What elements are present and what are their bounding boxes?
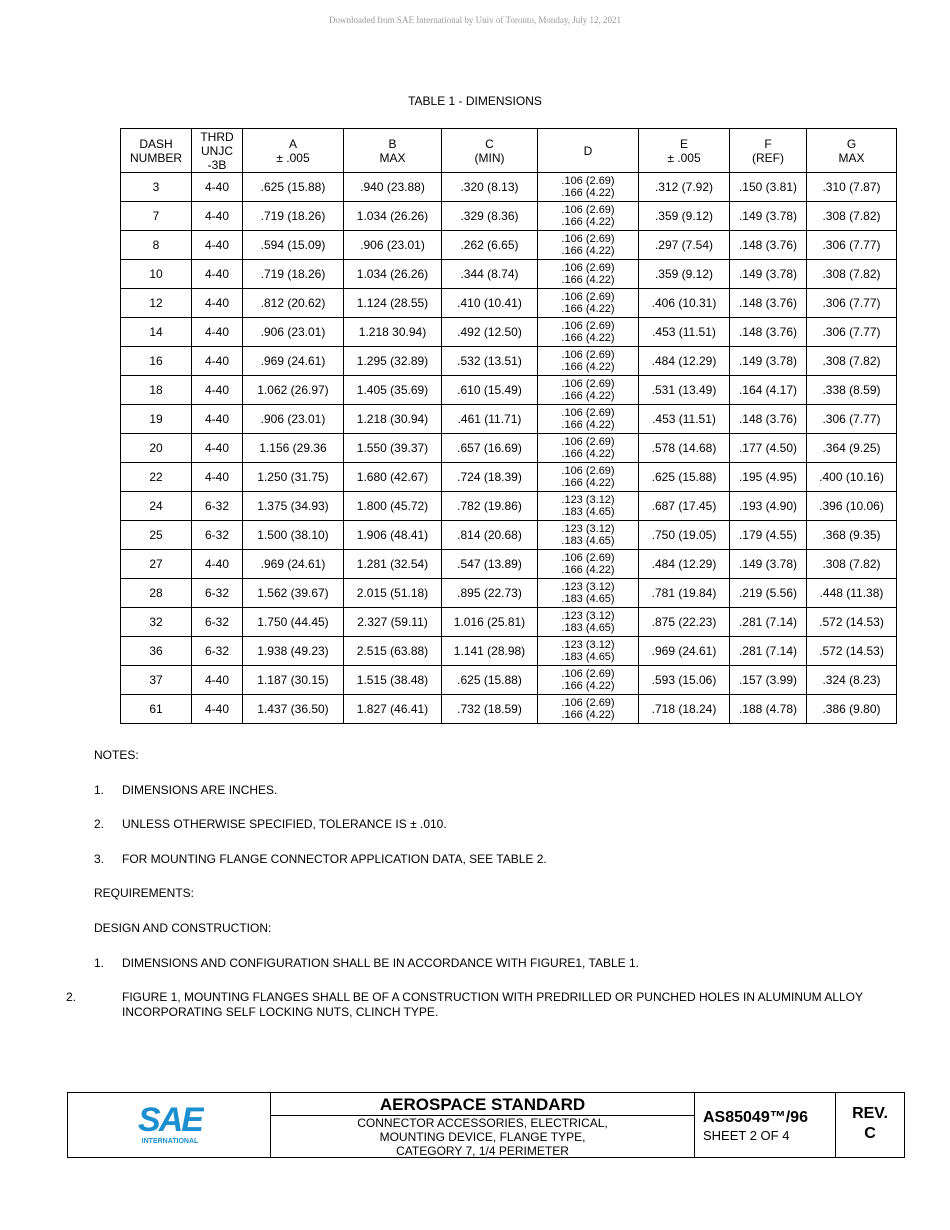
cell-g: .396 (10.06) (807, 492, 897, 521)
cell-d-value: .123 (3.12) (561, 639, 615, 651)
column-header-line: DASH (139, 136, 173, 151)
sae-logo (136, 1101, 204, 1149)
cell-c: .610 (15.49) (442, 376, 538, 405)
cell-d-value: .166 (4.22) (561, 187, 615, 199)
cell-d-value: .183 (4.65) (561, 593, 615, 605)
cell-b: .940 (23.88) (344, 173, 442, 202)
requirement-item (94, 956, 639, 970)
cell-b: 1.906 (48.41) (344, 521, 442, 550)
column-header-line: A (288, 136, 297, 151)
cell-d (538, 231, 639, 260)
cell-a: .625 (15.88) (243, 173, 344, 202)
cell-e: .484 (12.29) (639, 550, 730, 579)
cell-d-value: .166 (4.22) (561, 419, 615, 431)
note-number: 3. (94, 852, 105, 866)
cell-f: .188 (4.78) (730, 695, 807, 724)
cell-f: .149 (3.78) (730, 260, 807, 289)
cell-d (538, 289, 639, 318)
cell-d-value: .106 (2.69) (561, 204, 615, 216)
table-row (121, 405, 897, 434)
cell-f: .149 (3.78) (730, 550, 807, 579)
table-row (121, 289, 897, 318)
cell-a: 1.250 (31.75) (243, 463, 344, 492)
cell-a: 1.750 (44.45) (243, 608, 344, 637)
cell-a: .906 (23.01) (243, 318, 344, 347)
revision-value: C (864, 1125, 876, 1142)
cell-d-value: .106 (2.69) (561, 349, 615, 361)
cell-g: .308 (7.82) (807, 347, 897, 376)
cell-thrd: 4-40 (192, 318, 243, 347)
design-construction-heading: DESIGN AND CONSTRUCTION: (94, 921, 272, 935)
cell-dash: 37 (121, 666, 192, 695)
cell-e: .359 (9.12) (639, 202, 730, 231)
cell-b: 2.015 (51.18) (344, 579, 442, 608)
cell-c: .344 (8.74) (442, 260, 538, 289)
cell-d-value: .106 (2.69) (561, 697, 615, 709)
cell-a: 1.156 (29.36 (243, 434, 344, 463)
column-header (538, 129, 639, 173)
cell-d (538, 260, 639, 289)
cell-d-value: .166 (4.22) (561, 680, 615, 692)
cell-d-value: .123 (3.12) (561, 523, 615, 535)
cell-b: 1.218 30.94) (344, 318, 442, 347)
cell-c: 1.016 (25.81) (442, 608, 538, 637)
cell-e: .687 (17.45) (639, 492, 730, 521)
cell-e: .484 (12.29) (639, 347, 730, 376)
table-row (121, 231, 897, 260)
cell-a: 1.938 (49.23) (243, 637, 344, 666)
cell-d-value: .123 (3.12) (561, 581, 615, 593)
revision-cell (836, 1093, 904, 1157)
cell-a: 1.375 (34.93) (243, 492, 344, 521)
cell-dash: 27 (121, 550, 192, 579)
cell-d-value: .166 (4.22) (561, 274, 615, 286)
cell-dash: 61 (121, 695, 192, 724)
table-row (121, 550, 897, 579)
cell-e: .718 (18.24) (639, 695, 730, 724)
table-header-row (121, 129, 897, 173)
cell-e: .578 (14.68) (639, 434, 730, 463)
cell-d-value: .166 (4.22) (561, 361, 615, 373)
cell-d (538, 637, 639, 666)
cell-e: .297 (7.54) (639, 231, 730, 260)
cell-d (538, 608, 639, 637)
cell-dash: 7 (121, 202, 192, 231)
cell-g: .308 (7.82) (807, 260, 897, 289)
revision-label: REV. (852, 1105, 888, 1122)
column-header (442, 129, 538, 173)
column-header-line: G (846, 136, 857, 151)
cell-d-value: .183 (4.65) (561, 506, 615, 518)
note-text: DIMENSIONS ARE INCHES. (122, 783, 278, 797)
cell-f: .148 (3.76) (730, 318, 807, 347)
cell-b: 1.515 (38.48) (344, 666, 442, 695)
cell-g: .368 (9.35) (807, 521, 897, 550)
cell-d-value: .166 (4.22) (561, 245, 615, 257)
cell-g: .572 (14.53) (807, 637, 897, 666)
cell-d-value: .166 (4.22) (561, 303, 615, 315)
requirement-text: DIMENSIONS AND CONFIGURATION SHALL BE IN ACCORDANCE WITH FIGURE1, TABLE 1. (122, 956, 639, 970)
cell-dash: 12 (121, 289, 192, 318)
column-header-line: B (388, 136, 397, 151)
cell-d-value: .106 (2.69) (561, 436, 615, 448)
cell-d-value: .106 (2.69) (561, 320, 615, 332)
note-item (94, 852, 547, 866)
cell-e: .453 (11.51) (639, 405, 730, 434)
table-row (121, 202, 897, 231)
cell-dash: 36 (121, 637, 192, 666)
cell-e: .406 (10.31) (639, 289, 730, 318)
cell-c: .657 (16.69) (442, 434, 538, 463)
cell-b: 1.800 (45.72) (344, 492, 442, 521)
cell-f: .177 (4.50) (730, 434, 807, 463)
cell-a: 1.062 (26.97) (243, 376, 344, 405)
cell-a: 1.187 (30.15) (243, 666, 344, 695)
table-row (121, 260, 897, 289)
cell-c: .782 (19.86) (442, 492, 538, 521)
cell-thrd: 4-40 (192, 376, 243, 405)
column-header-line: MAX (379, 150, 406, 165)
cell-b: 1.034 (26.26) (344, 202, 442, 231)
cell-b: 1.827 (46.41) (344, 695, 442, 724)
cell-dash: 3 (121, 173, 192, 202)
note-text: UNLESS OTHERWISE SPECIFIED, TOLERANCE IS ± .010. (122, 817, 447, 831)
cell-c: .547 (13.89) (442, 550, 538, 579)
column-header-line: ± .005 (667, 150, 701, 165)
cell-f: .219 (5.56) (730, 579, 807, 608)
note-item (94, 783, 277, 797)
cell-b: 1.550 (39.37) (344, 434, 442, 463)
column-header (344, 129, 442, 173)
cell-b: 1.218 (30.94) (344, 405, 442, 434)
column-header-line: D (583, 143, 593, 158)
cell-thrd: 4-40 (192, 202, 243, 231)
cell-dash: 14 (121, 318, 192, 347)
cell-dash: 20 (121, 434, 192, 463)
table-row (121, 347, 897, 376)
cell-c: .262 (6.65) (442, 231, 538, 260)
cell-d-value: .106 (2.69) (561, 552, 615, 564)
cell-dash: 22 (121, 463, 192, 492)
cell-c: .410 (10.41) (442, 289, 538, 318)
cell-f: .193 (4.90) (730, 492, 807, 521)
note-number: 2. (94, 817, 105, 831)
dimensions-table (120, 128, 897, 724)
cell-d (538, 579, 639, 608)
cell-f: .148 (3.76) (730, 289, 807, 318)
table-row (121, 695, 897, 724)
cell-d (538, 695, 639, 724)
cell-d-value: .166 (4.22) (561, 477, 615, 489)
cell-g: .306 (7.77) (807, 289, 897, 318)
cell-d-value: .166 (4.22) (561, 332, 615, 344)
table-row (121, 521, 897, 550)
cell-g: .308 (7.82) (807, 202, 897, 231)
cell-d-value: .166 (4.22) (561, 216, 615, 228)
cell-thrd: 4-40 (192, 405, 243, 434)
cell-d (538, 666, 639, 695)
cell-e: .593 (15.06) (639, 666, 730, 695)
table-row (121, 608, 897, 637)
cell-f: .157 (3.99) (730, 666, 807, 695)
cell-d (538, 376, 639, 405)
cell-e: .625 (15.88) (639, 463, 730, 492)
cell-dash: 25 (121, 521, 192, 550)
cell-f: .149 (3.78) (730, 347, 807, 376)
cell-f: .148 (3.76) (730, 231, 807, 260)
table-row (121, 376, 897, 405)
document-title: AEROSPACE STANDARD (271, 1093, 694, 1116)
column-header-line: MAX (838, 150, 865, 165)
cell-b: 1.281 (32.54) (344, 550, 442, 579)
cell-c: .492 (12.50) (442, 318, 538, 347)
cell-e: .453 (11.51) (639, 318, 730, 347)
cell-c: 1.141 (28.98) (442, 637, 538, 666)
cell-g: .306 (7.77) (807, 231, 897, 260)
cell-f: .281 (7.14) (730, 608, 807, 637)
column-header (807, 129, 897, 173)
column-header-line: C (485, 136, 494, 151)
column-header (639, 129, 730, 173)
cell-d-value: .106 (2.69) (561, 175, 615, 187)
requirement-number: 2. (66, 990, 77, 1004)
column-header (121, 129, 192, 173)
cell-thrd: 6-32 (192, 579, 243, 608)
cell-a: 1.562 (39.67) (243, 579, 344, 608)
cell-e: .359 (9.12) (639, 260, 730, 289)
sheet-number: SHEET 2 OF 4 (703, 1128, 790, 1143)
cell-dash: 28 (121, 579, 192, 608)
note-item (94, 817, 447, 831)
cell-d (538, 173, 639, 202)
cell-f: .195 (4.95) (730, 463, 807, 492)
logo-cell (68, 1093, 271, 1157)
cell-thrd: 4-40 (192, 550, 243, 579)
cell-d-value: .183 (4.65) (561, 651, 615, 663)
requirement-text: FIGURE 1, MOUNTING FLANGES SHALL BE OF A CONSTRUCTION WITH PREDRILLED OR PUNCHED HOLES IN ALUMINUM ALLOY INCORPORATING SELF LOCKING NUTS, CLINCH TYPE. (122, 990, 863, 1019)
cell-d-value: .166 (4.22) (561, 448, 615, 460)
table-row (121, 173, 897, 202)
sae-logo-subtext: INTERNATIONAL (141, 1138, 199, 1145)
cell-c: .320 (8.13) (442, 173, 538, 202)
sae-logo-text: SAE (138, 1101, 202, 1139)
cell-thrd: 4-40 (192, 289, 243, 318)
table-title: TABLE 1 - DIMENSIONS (408, 94, 542, 108)
cell-b: 1.680 (42.67) (344, 463, 442, 492)
cell-a: .812 (20.62) (243, 289, 344, 318)
cell-f: .150 (3.81) (730, 173, 807, 202)
cell-f: .148 (3.76) (730, 405, 807, 434)
table-row (121, 579, 897, 608)
table-row (121, 463, 897, 492)
cell-b: .906 (23.01) (344, 231, 442, 260)
cell-d-value: .123 (3.12) (561, 494, 615, 506)
cell-a: 1.500 (38.10) (243, 521, 344, 550)
download-watermark: Downloaded from SAE International by Univ of Toronto, Monday, July 12, 2021 (328, 15, 622, 25)
note-text: FOR MOUNTING FLANGE CONNECTOR APPLICATION DATA, SEE TABLE 2. (122, 852, 547, 866)
cell-c: .895 (22.73) (442, 579, 538, 608)
column-header (730, 129, 807, 173)
cell-dash: 8 (121, 231, 192, 260)
cell-b: 1.405 (35.69) (344, 376, 442, 405)
column-header (243, 129, 344, 173)
cell-e: .750 (19.05) (639, 521, 730, 550)
cell-e: .875 (22.23) (639, 608, 730, 637)
table-row (121, 318, 897, 347)
document-number-cell (695, 1093, 836, 1157)
cell-a: .719 (18.26) (243, 260, 344, 289)
cell-b: 1.034 (26.26) (344, 260, 442, 289)
cell-g: .338 (8.59) (807, 376, 897, 405)
subtitle-line-2: MOUNTING DEVICE, FLANGE TYPE, (379, 1130, 586, 1144)
cell-d (538, 463, 639, 492)
cell-d-value: .166 (4.22) (561, 564, 615, 576)
cell-thrd: 6-32 (192, 608, 243, 637)
cell-dash: 10 (121, 260, 192, 289)
cell-thrd: 4-40 (192, 434, 243, 463)
cell-b: 1.124 (28.55) (344, 289, 442, 318)
cell-thrd: 4-40 (192, 463, 243, 492)
cell-g: .306 (7.77) (807, 318, 897, 347)
cell-a: 1.437 (36.50) (243, 695, 344, 724)
cell-g: .386 (9.80) (807, 695, 897, 724)
cell-d-value: .106 (2.69) (561, 378, 615, 390)
cell-e: .969 (24.61) (639, 637, 730, 666)
cell-d-value: .183 (4.65) (561, 622, 615, 634)
notes-heading: NOTES: (94, 748, 139, 762)
cell-d-value: .106 (2.69) (561, 465, 615, 477)
column-header-line: THRD (200, 129, 234, 144)
cell-g: .448 (11.38) (807, 579, 897, 608)
cell-thrd: 6-32 (192, 637, 243, 666)
cell-a: .906 (23.01) (243, 405, 344, 434)
cell-d-value: .106 (2.69) (561, 407, 615, 419)
cell-c: .329 (8.36) (442, 202, 538, 231)
cell-d (538, 492, 639, 521)
column-header-line: NUMBER (129, 150, 182, 165)
cell-a: .594 (15.09) (243, 231, 344, 260)
cell-b: 2.327 (59.11) (344, 608, 442, 637)
cell-thrd: 4-40 (192, 260, 243, 289)
cell-thrd: 4-40 (192, 173, 243, 202)
requirement-item (66, 990, 882, 1020)
cell-c: .625 (15.88) (442, 666, 538, 695)
cell-d (538, 202, 639, 231)
cell-f: .281 (7.14) (730, 637, 807, 666)
cell-c: .732 (18.59) (442, 695, 538, 724)
column-header-line: UNJC (201, 143, 233, 158)
cell-g: .308 (7.82) (807, 550, 897, 579)
cell-d (538, 405, 639, 434)
cell-e: .781 (19.84) (639, 579, 730, 608)
cell-f: .164 (4.17) (730, 376, 807, 405)
cell-d-value: .106 (2.69) (561, 668, 615, 680)
column-header-line: -3B (207, 157, 227, 172)
cell-d-value: .183 (4.65) (561, 535, 615, 547)
cell-a: .969 (24.61) (243, 347, 344, 376)
cell-thrd: 6-32 (192, 521, 243, 550)
cell-thrd: 6-32 (192, 492, 243, 521)
column-header-line: (MIN) (474, 150, 505, 165)
cell-d (538, 550, 639, 579)
cell-d-value: .106 (2.69) (561, 291, 615, 303)
cell-d (538, 347, 639, 376)
cell-thrd: 4-40 (192, 347, 243, 376)
table-row (121, 666, 897, 695)
cell-g: .324 (8.23) (807, 666, 897, 695)
document-subtitle (271, 1116, 694, 1158)
table-row (121, 434, 897, 463)
cell-a: .719 (18.26) (243, 202, 344, 231)
cell-c: .724 (18.39) (442, 463, 538, 492)
title-cell (271, 1093, 695, 1157)
cell-a: .969 (24.61) (243, 550, 344, 579)
cell-g: .400 (10.16) (807, 463, 897, 492)
document-number: AS85049™/96 (703, 1109, 808, 1126)
cell-d-value: .123 (3.12) (561, 610, 615, 622)
column-header-line: F (764, 136, 772, 151)
cell-g: .310 (7.87) (807, 173, 897, 202)
cell-d (538, 521, 639, 550)
column-header-line: ± .005 (276, 150, 310, 165)
subtitle-line-1: CONNECTOR ACCESSORIES, ELECTRICAL, (357, 1116, 608, 1130)
note-number: 1. (94, 783, 105, 797)
cell-dash: 32 (121, 608, 192, 637)
cell-d (538, 318, 639, 347)
cell-b: 1.295 (32.89) (344, 347, 442, 376)
cell-e: .531 (13.49) (639, 376, 730, 405)
cell-g: .364 (9.25) (807, 434, 897, 463)
cell-d (538, 434, 639, 463)
cell-dash: 16 (121, 347, 192, 376)
subtitle-line-3: CATEGORY 7, 1/4 PERIMETER (396, 1144, 569, 1158)
column-header-line: (REF) (752, 150, 784, 165)
cell-c: .532 (13.51) (442, 347, 538, 376)
cell-d-value: .106 (2.69) (561, 262, 615, 274)
cell-dash: 24 (121, 492, 192, 521)
cell-dash: 18 (121, 376, 192, 405)
cell-c: .461 (11.71) (442, 405, 538, 434)
table-row (121, 637, 897, 666)
cell-d-value: .166 (4.22) (561, 390, 615, 402)
cell-thrd: 4-40 (192, 666, 243, 695)
cell-thrd: 4-40 (192, 231, 243, 260)
table-row (121, 492, 897, 521)
column-header-line: E (679, 136, 688, 151)
requirements-heading: REQUIREMENTS: (94, 886, 195, 900)
cell-g: .572 (14.53) (807, 608, 897, 637)
cell-d-value: .166 (4.22) (561, 709, 615, 721)
cell-f: .149 (3.78) (730, 202, 807, 231)
cell-d-value: .106 (2.69) (561, 233, 615, 245)
cell-e: .312 (7.92) (639, 173, 730, 202)
cell-c: .814 (20.68) (442, 521, 538, 550)
cell-b: 2.515 (63.88) (344, 637, 442, 666)
cell-f: .179 (4.55) (730, 521, 807, 550)
cell-g: .306 (7.77) (807, 405, 897, 434)
requirement-number: 1. (94, 956, 105, 970)
title-block (67, 1092, 905, 1158)
cell-dash: 19 (121, 405, 192, 434)
cell-thrd: 4-40 (192, 695, 243, 724)
column-header (192, 129, 243, 173)
